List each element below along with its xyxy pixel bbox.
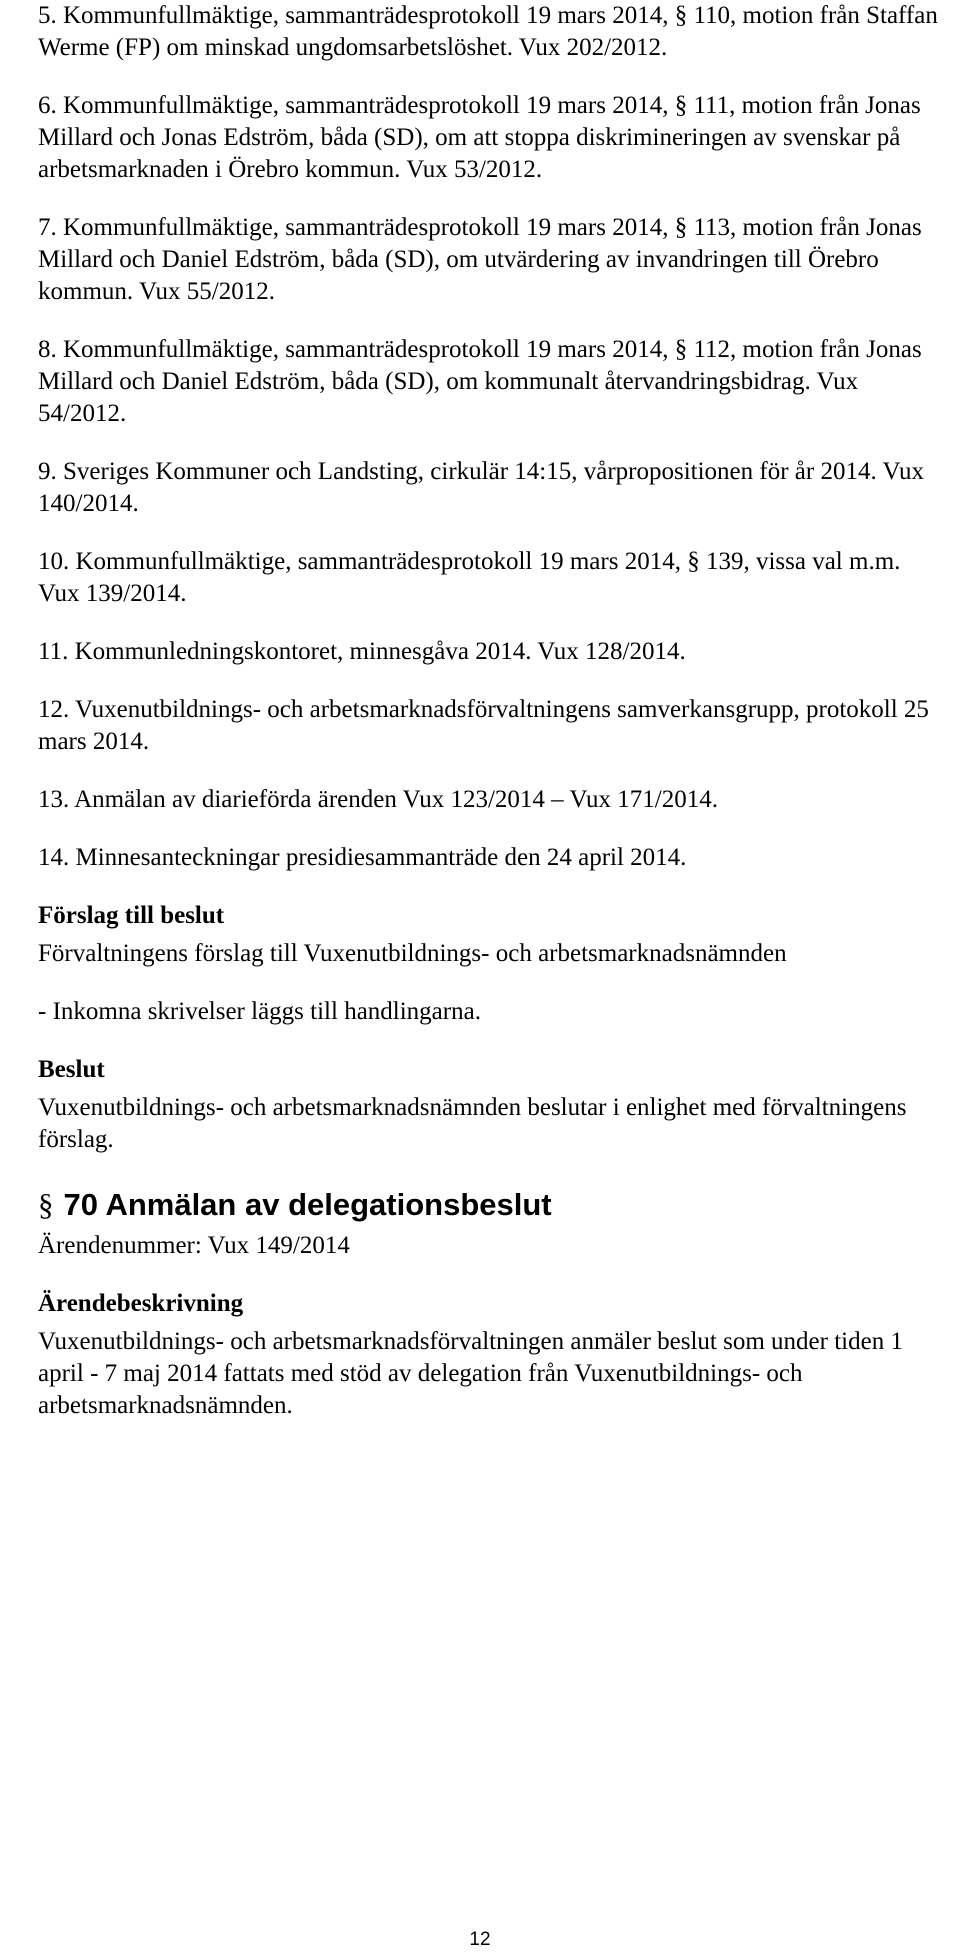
document-page: [38, 0, 938, 1422]
forslag-intro: Förvaltningens förslag till Vuxenutbildnings- och arbetsmarknadsnämnden: [38, 940, 787, 967]
section-heading: [38, 1186, 938, 1224]
beslut-heading: Beslut: [38, 1056, 105, 1083]
agenda-item-5: 5. Kommunfullmäktige, sammanträdesprotokoll 19 mars 2014, § 110, motion från Staffan Werme (FP) om minskad ungdomsarbetslöshet. Vux 202/2012.: [38, 2, 938, 61]
description-heading: Ärendebeskrivning: [38, 1290, 244, 1317]
description-text: Vuxenutbildnings- och arbetsmarknadsförvaltningen anmäler beslut som under tiden 1 april - 7 maj 2014 fattats med stöd av delegation från Vuxenutbildnings- och arbetsmarknadsnämnden.: [38, 1328, 903, 1419]
section-title: 70 Anmälan av delegationsbeslut: [63, 1187, 552, 1222]
case-number: Ärendenummer: Vux 149/2014: [38, 1232, 350, 1259]
agenda-item-8: 8. Kommunfullmäktige, sammanträdesprotokoll 19 mars 2014, § 112, motion från Jonas Millard och Daniel Edström, båda (SD), om kommunalt återvandringsbidrag. Vux 54/2012.: [38, 336, 922, 427]
agenda-item-12: 12. Vuxenutbildnings- och arbetsmarknadsförvaltningens samverkansgrupp, protokoll 25 mars 2014.: [38, 696, 929, 755]
agenda-item-10: 10. Kommunfullmäktige, sammanträdesprotokoll 19 mars 2014, § 139, vissa val m.m. Vux 139/2014.: [38, 548, 901, 607]
agenda-item-13: 13. Anmälan av diarieförda ärenden Vux 123/2014 – Vux 171/2014.: [38, 786, 718, 813]
agenda-item-6: 6. Kommunfullmäktige, sammanträdesprotokoll 19 mars 2014, § 111, motion från Jonas Millard och Jonas Edström, båda (SD), om att stoppa diskrimineringen av svenskar på arbetsmarknaden i Örebro kommun. Vux 53/2012.: [38, 92, 921, 183]
agenda-item-14: 14. Minnesanteckningar presidiesammanträde den 24 april 2014.: [38, 844, 687, 871]
forslag-point: - Inkomna skrivelser läggs till handlingarna.: [38, 998, 481, 1025]
paragraph-symbol: §: [38, 1187, 54, 1222]
agenda-item-9: 9. Sveriges Kommuner och Landsting, cirkulär 14:15, vårpropositionen för år 2014. Vux 140/2014.: [38, 458, 925, 517]
page-number: 12: [469, 1929, 491, 1950]
agenda-item-7: 7. Kommunfullmäktige, sammanträdesprotokoll 19 mars 2014, § 113, motion från Jonas Millard och Daniel Edström, båda (SD), om utvärdering av invandringen till Örebro kommun. Vux 55/2012.: [38, 214, 922, 305]
agenda-item-11: 11. Kommunledningskontoret, minnesgåva 2014. Vux 128/2014.: [38, 638, 686, 665]
forslag-heading: Förslag till beslut: [38, 902, 225, 929]
beslut-text: Vuxenutbildnings- och arbetsmarknadsnämnden beslutar i enlighet med förvaltningens förslag.: [38, 1094, 907, 1153]
